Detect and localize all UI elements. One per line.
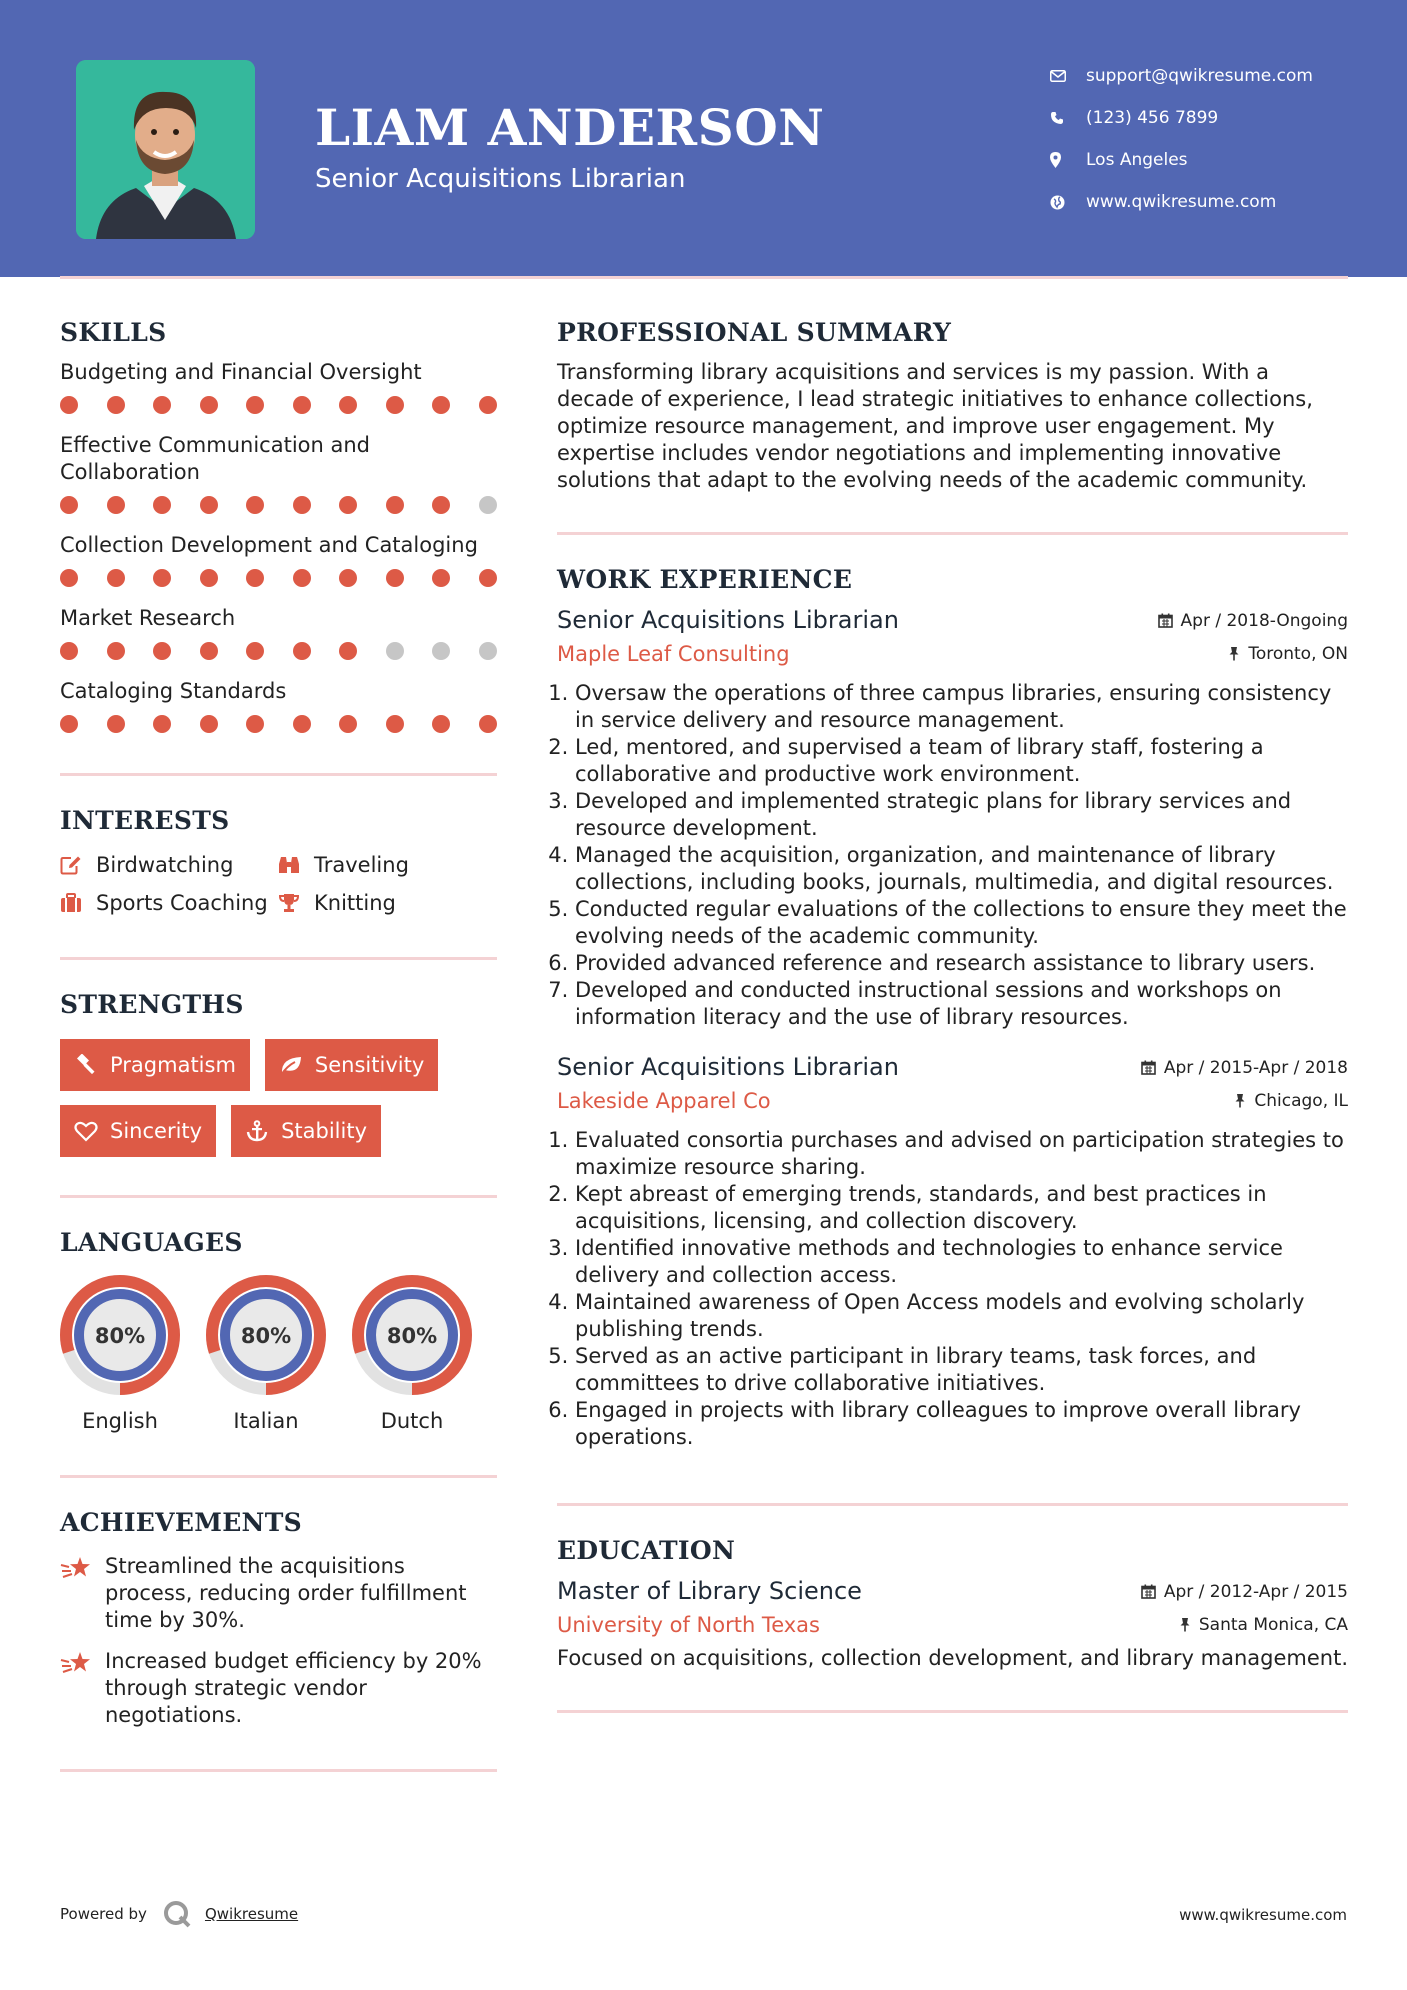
summary-section [557,318,1348,494]
section-divider [557,532,1348,535]
skill-item [60,432,497,514]
rating-dot-filled [153,496,171,514]
rating-dot-filled [153,569,171,587]
pin-icon [1228,646,1240,661]
envelope-icon [1050,70,1086,82]
rating-dot-filled [107,715,125,733]
experience-heading: WORK EXPERIENCE [557,565,853,594]
language-name: Dutch [380,1409,444,1433]
education-subheader [557,1613,1348,1637]
achievements-heading: ACHIEVEMENTS [60,1508,302,1537]
job-header [557,1053,1348,1081]
rating-dot-filled [153,642,171,660]
strength-badge [231,1105,381,1157]
section-divider [60,957,497,960]
achievement-item [60,1648,497,1729]
interest-label: Knitting [314,891,396,915]
job-dates-text: Apr / 2018-Ongoing [1180,610,1348,631]
contact-location-text: Los Angeles [1086,150,1188,170]
binoculars-icon [278,855,314,875]
rating-dot-empty [479,496,497,514]
job-dates [1141,1058,1348,1078]
languages-heading: LANGUAGES [60,1228,243,1257]
interests-list [60,853,497,915]
job-entry [557,606,1348,1031]
shooting-star-icon [60,1648,105,1729]
job-bullet: 3. Identified innovative methods and technologies to enhance service delivery and collection access. [575,1235,1348,1289]
rating-dot-filled [200,569,218,587]
achievement-item [60,1553,497,1634]
rating-dot-filled [293,715,311,733]
section-divider [557,1503,1348,1506]
skill-item [60,359,497,414]
interest-item [60,891,278,915]
header-divider [60,276,1348,279]
job-dates [1158,611,1348,631]
job-location [1228,644,1348,664]
section-divider [60,1475,497,1478]
contact-list [1050,55,1313,223]
contact-email[interactable] [1050,55,1313,97]
profile-photo [76,60,255,239]
contact-location [1050,139,1313,181]
job-bullets [557,680,1348,1031]
rating-dot-filled [386,569,404,587]
globe-icon [1050,195,1086,210]
rating-dot-filled [60,569,78,587]
job-entry [557,1053,1348,1451]
anchor-icon [245,1120,269,1142]
achievements-section [60,1508,497,1729]
rating-dot-filled [246,569,264,587]
trophy-icon [278,893,314,913]
powered-by-text: Powered by [60,1905,147,1923]
section-divider [60,1195,497,1198]
strength-label: Sincerity [110,1119,203,1143]
rating-dot-filled [432,715,450,733]
calendar-icon [1141,1060,1156,1075]
rating-dot-empty [479,642,497,660]
summary-text: Transforming library acquisitions and services is my passion. With a decade of experience, I lead strategic initiatives to enhance collections, optimize resource management, and improve user engagement. My expertise includes vendor negotiations and implementing innovative solutions that adapt to the evolving needs of the academic community. [557,360,1313,492]
rating-dot-filled [200,642,218,660]
rating-dot-filled [479,715,497,733]
brand-link[interactable]: Qwikresume [204,1905,299,1923]
map-marker-icon [1050,152,1086,168]
job-bullet: 6. Provided advanced reference and research assistance to library users. [575,950,1348,977]
pin-icon [1234,1093,1246,1108]
interest-label: Traveling [314,853,409,877]
job-location-text: Toronto, ON [1248,643,1348,664]
skill-item [60,605,497,660]
rating-dot-filled [153,396,171,414]
gauge-percent-label: 80% [240,1324,292,1348]
education-dates-text: Apr / 2012-Apr / 2015 [1163,1581,1348,1602]
strength-label: Sensitivity [314,1053,425,1077]
job-location-text: Chicago, IL [1254,1090,1348,1111]
rating-dot-filled [246,396,264,414]
job-subheader [557,642,1348,666]
rating-dot-filled [107,642,125,660]
rating-dot-filled [432,396,450,414]
job-bullet: 1. Oversaw the operations of three campus libraries, ensuring consistency in service delivery and resource management. [575,680,1348,734]
skill-item [60,678,497,733]
strength-label: Stability [281,1119,368,1143]
interest-item [278,891,497,915]
rating-dot-empty [386,642,404,660]
strength-badge [60,1105,216,1157]
interests-heading: INTERESTS [60,806,230,835]
job-bullet: 5. Conducted regular evaluations of the collections to ensure they meet the evolving needs of the academic community. [575,896,1348,950]
interest-label: Sports Coaching [96,891,268,915]
rating-dot-filled [107,396,125,414]
strength-badge [265,1039,438,1091]
language-name: Italian [233,1409,299,1433]
rating-dot-filled [60,642,78,660]
rating-dot-filled [200,396,218,414]
skill-name: Budgeting and Financial Oversight [60,360,422,384]
rating-dot-filled [339,569,357,587]
job-company: Maple Leaf Consulting [557,642,790,666]
job-role: Senior Acquisitions Librarian [557,1053,899,1081]
job-bullet: 4. Maintained awareness of Open Access models and evolving scholarly publishing trends. [575,1289,1348,1343]
briefcase-icon [60,893,96,913]
skills-heading: SKILLS [60,318,167,347]
right-column [557,318,1348,1713]
rating-dot-empty [432,642,450,660]
heart-icon [74,1120,98,1142]
skill-rating [60,396,497,414]
rating-dot-filled [60,396,78,414]
job-bullet: 1. Evaluated consortia purchases and advised on participation strategies to maximize resource sharing. [575,1127,1348,1181]
section-divider [557,1710,1348,1713]
skills-list [60,359,497,733]
contact-website-text: www.qwikresume.com [1086,192,1277,212]
rating-dot-filled [200,496,218,514]
job-bullet: 2. Led, mentored, and supervised a team of library staff, fostering a collaborative and productive work environment. [575,734,1348,788]
rating-dot-filled [339,396,357,414]
language-item [60,1275,180,1433]
education-header [557,1577,1348,1605]
pin-icon [1179,1617,1191,1632]
job-bullet: 3. Developed and implemented strategic plans for library services and resource development. [575,788,1348,842]
education-location-text: Santa Monica, CA [1198,1614,1348,1635]
rating-dot-filled [246,496,264,514]
rating-dot-filled [432,496,450,514]
pencil-square-icon [60,855,96,875]
interest-item [60,853,278,877]
candidate-title: Senior Acquisitions Librarian [315,164,686,194]
education-location [1179,1615,1348,1635]
left-column [60,318,497,1772]
rating-dot-filled [339,496,357,514]
gauge-percent-label: 80% [94,1324,146,1348]
shooting-star-icon [60,1553,105,1634]
skill-rating [60,642,497,660]
footer-powered-by [60,1900,298,1928]
contact-phone-text: (123) 456 7899 [1086,108,1219,128]
education-section [557,1536,1348,1672]
skill-name: Effective Communication and Collaboration [60,433,370,484]
language-name: English [82,1409,158,1433]
skill-rating [60,569,497,587]
achievement-text: Increased budget efficiency by 20% through strategic vendor negotiations. [105,1649,482,1727]
skill-rating [60,496,497,514]
strengths-list [60,1039,497,1157]
rating-dot-filled [293,396,311,414]
language-gauge [206,1275,326,1395]
rating-dot-filled [293,569,311,587]
summary-heading: PROFESSIONAL SUMMARY [557,318,952,347]
interests-section [60,806,497,915]
education-heading: EDUCATION [557,1536,736,1565]
rating-dot-filled [432,569,450,587]
rating-dot-filled [479,569,497,587]
header-banner [0,0,1407,277]
rating-dot-filled [339,715,357,733]
section-divider [60,1769,497,1772]
gavel-icon [74,1054,98,1076]
strengths-heading: STRENGTHS [60,990,244,1019]
rating-dot-filled [293,496,311,514]
candidate-name: LIAM ANDERSON [315,98,825,157]
job-bullets [557,1127,1348,1451]
gauge-percent-label: 80% [386,1324,438,1348]
job-dates-text: Apr / 2015-Apr / 2018 [1163,1057,1348,1078]
contact-phone[interactable] [1050,97,1313,139]
rating-dot-filled [293,642,311,660]
interest-label: Birdwatching [96,853,234,877]
school: University of North Texas [557,1613,820,1637]
skill-rating [60,715,497,733]
job-header [557,606,1348,634]
rating-dot-filled [386,715,404,733]
language-gauge [60,1275,180,1395]
strength-label: Pragmatism [110,1053,236,1077]
rating-dot-filled [246,642,264,660]
education-description: Focused on acquisitions, collection development, and library management. [557,1646,1348,1670]
strengths-section [60,990,497,1157]
rating-dot-filled [200,715,218,733]
rating-dot-filled [60,715,78,733]
skill-name: Market Research [60,606,236,630]
job-bullet: 5. Served as an active participant in library teams, task forces, and committees to drive collaborative initiatives. [575,1343,1348,1397]
skill-item [60,532,497,587]
job-subheader [557,1089,1348,1113]
rating-dot-filled [60,496,78,514]
phone-icon [1050,111,1086,125]
footer-url[interactable]: www.qwikresume.com [1179,1906,1347,1924]
calendar-icon [1158,613,1173,628]
interest-item [278,853,497,877]
job-bullet: 2. Kept abreast of emerging trends, standards, and best practices in acquisitions, licensing, and collection discovery. [575,1181,1348,1235]
rating-dot-filled [107,496,125,514]
rating-dot-filled [107,569,125,587]
achievement-text: Streamlined the acquisitions process, reducing order fulfillment time by 30%. [105,1554,467,1632]
languages-list [60,1275,497,1433]
job-bullet: 4. Managed the acquisition, organization, and maintenance of library collections, including books, journals, multimedia, and digital resources. [575,842,1348,896]
skills-section [60,318,497,733]
job-company: Lakeside Apparel Co [557,1089,771,1113]
language-item [206,1275,326,1433]
rating-dot-filled [479,396,497,414]
experience-section [557,565,1348,1451]
job-role: Senior Acquisitions Librarian [557,606,899,634]
rating-dot-filled [386,396,404,414]
languages-section [60,1228,497,1433]
job-bullet: 7. Developed and conducted instructional sessions and workshops on information literacy and the use of library resources. [575,977,1348,1031]
calendar-icon [1141,1584,1156,1599]
rating-dot-filled [339,642,357,660]
degree: Master of Library Science [557,1577,862,1605]
rating-dot-filled [386,496,404,514]
language-gauge [352,1275,472,1395]
skill-name: Collection Development and Cataloging [60,533,478,557]
job-bullet: 6. Engaged in projects with library colleagues to improve overall library operations. [575,1397,1348,1451]
contact-website[interactable] [1050,181,1313,223]
skill-name: Cataloging Standards [60,679,287,703]
qwikresume-logo-icon [163,1900,193,1928]
education-dates [1141,1582,1348,1602]
section-divider [60,773,497,776]
contact-email-text: support@qwikresume.com [1086,66,1313,86]
strength-badge [60,1039,250,1091]
job-location [1234,1091,1348,1111]
rating-dot-filled [153,715,171,733]
leaf-icon [279,1054,303,1076]
rating-dot-filled [246,715,264,733]
language-item [352,1275,472,1433]
